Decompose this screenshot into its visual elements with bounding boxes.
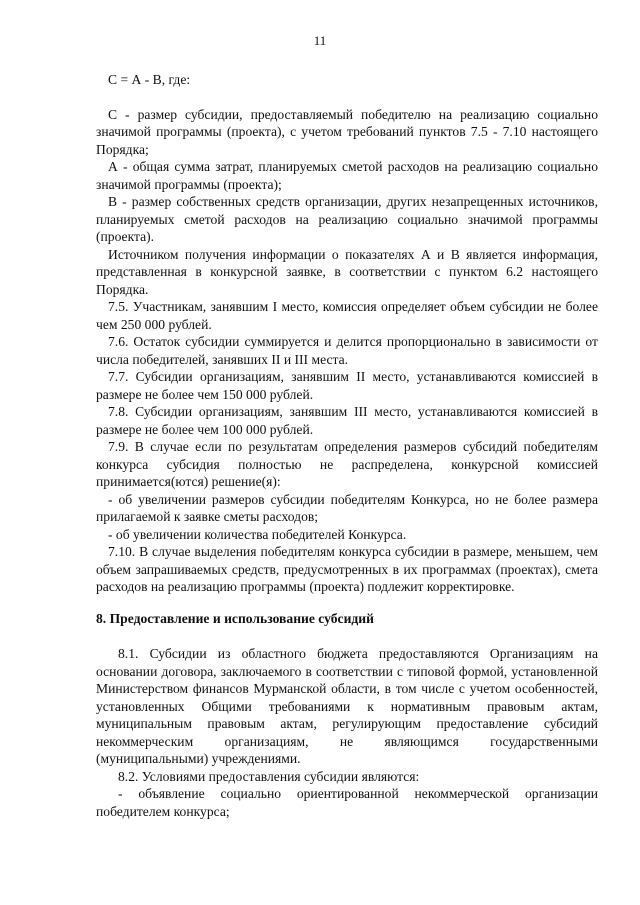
paragraph-a-definition: А - общая сумма затрат, планируемых сметой расходов на реализацию социально значимой программы (проекта); — [96, 159, 598, 192]
paragraph-7-5: 7.5. Участникам, занявшим I место, комиссия определяет объем субсидии не более чем 250 000 рублей. — [96, 299, 598, 332]
paragraph-7-9: 7.9. В случае если по результатам определения размеров субсидий победителям конкурса субсидия полностью не распределена, конкурсной комиссией принимается(ются) решение(я): — [96, 439, 598, 489]
page-number: 11 — [313, 33, 327, 48]
paragraph-c-definition: С - размер субсидии, предоставляемый победителю на реализацию социально значимой программы (проекта), с учетом требований пунктов 7.5 - 7.10 настоящего Порядка; — [96, 106, 598, 157]
list-item-winner: - объявление социально ориентированной некоммерческой организации победителем конкурса; — [96, 786, 598, 819]
paragraph-info-source: Источником получения информации о показателях А и В является информация, представленная в конкурсной заявке, в соответствии с пунктом 6.2 настоящего Порядка. — [96, 246, 598, 297]
formula-line: С = А - В, где: — [108, 72, 191, 87]
document-body — [96, 71, 598, 820]
paragraph-7-6: 7.6. Остаток субсидии суммируется и делится пропорционально в зависимости от числа победителей, занявших II и III места. — [96, 334, 598, 367]
paragraph-7-10: 7.10. В случае выделения победителям конкурса субсидии в размере, меньшем, чем объем запрашиваемых средств, предусмотренных в их программах (проектах), смета расходов на реализацию программы (проекта) подлежит корректировке. — [96, 544, 598, 594]
paragraph-7-7: 7.7. Субсидии организациям, занявшим II место, устанавливаются комиссией в размере не более чем 150 000 рублей. — [96, 369, 598, 402]
paragraph-8-1: 8.1. Субсидии из областного бюджета предоставляются Организациям на основании договора, заключаемого в соответствии с типовой формой, установленной Министерством финансов Мурманской области, в том числе с учетом особенностей, установленных Общими требованиями к нормативным правовым актам, муниципальным правовым актам, регулирующим предоставление субсидий некоммерческим организациям, не являющимся государственными (муниципальными) учреждениями. — [96, 646, 598, 766]
list-item-increase-count: - об увеличении количества победителей Конкурса. — [108, 526, 407, 542]
paragraph-b-definition: В - размер собственных средств организации, других незапрещенных источников, планируемых сметой расходов на реализацию социально значимой программы (проекта). — [96, 194, 598, 244]
section-heading: 8. Предоставление и использование субсидий — [96, 610, 374, 626]
paragraph-7-8: 7.8. Субсидии организациям, занявшим III место, устанавливаются комиссией в размере не более чем 100 000 рублей. — [96, 404, 598, 437]
list-item-increase-size: - об увеличении размеров субсидии победителям Конкурса, но не более размера прилагаемой к заявке сметы расходов; — [96, 491, 598, 524]
paragraph-8-2: 8.2. Условиями предоставления субсидии являются: — [118, 768, 420, 784]
